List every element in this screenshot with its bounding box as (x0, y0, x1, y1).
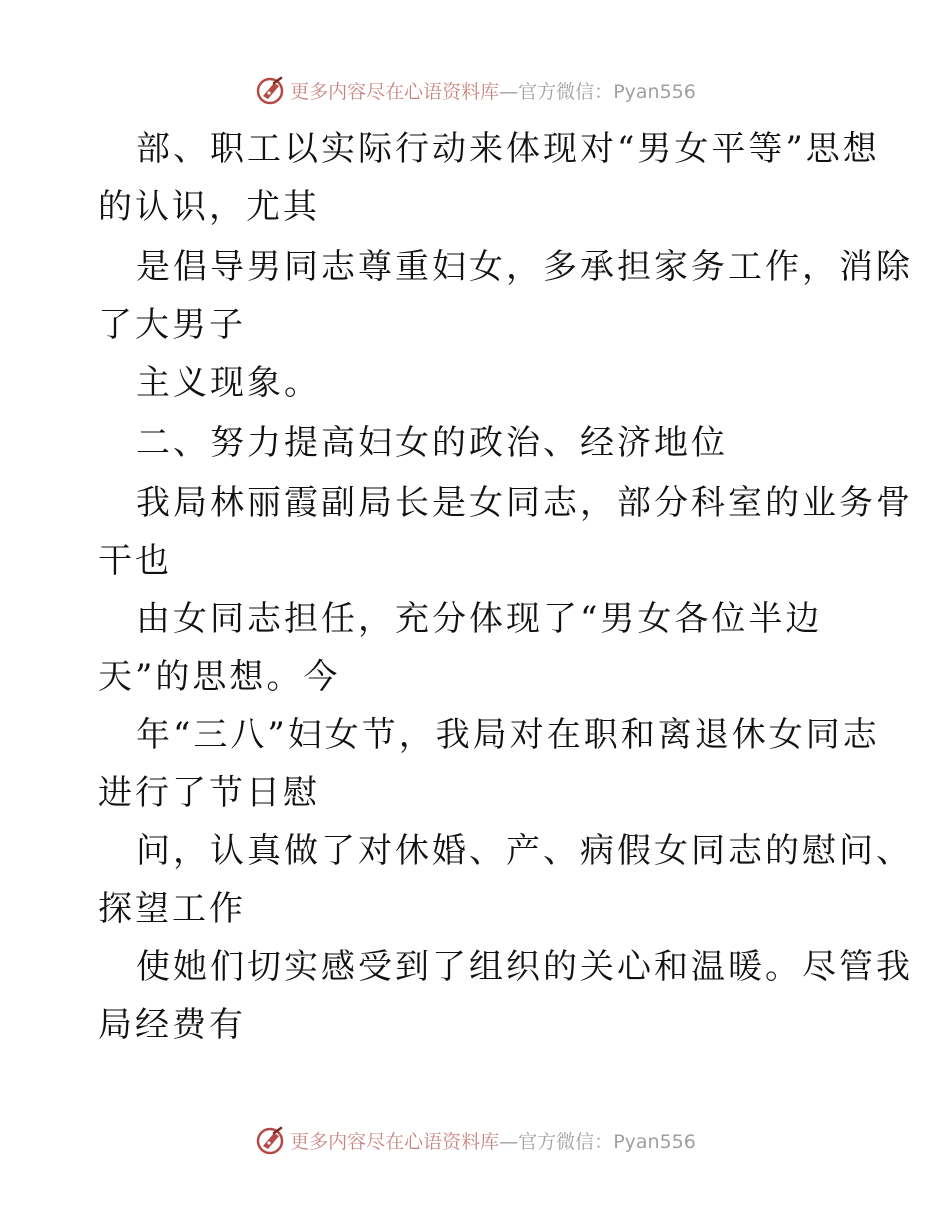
watermark-brand: 更多内容尽在心语资料库 (290, 1130, 500, 1153)
text-line: 主义现象。 (136, 363, 321, 403)
paragraph-2 (98, 238, 913, 354)
pen-nib-circle-icon (254, 74, 286, 106)
watermark-group (254, 74, 696, 106)
text-line: 部、职工以实际行动来体现对“男女平等”思想 (136, 129, 880, 169)
text-line: 我局林丽霞副局长是女同志，部分科室的业务骨 (136, 483, 913, 523)
paragraph-1 (98, 120, 880, 236)
watermark-separator: — (499, 1130, 519, 1153)
text-line: 问，认真做了对休婚、产、病假女同志的慰问、 (136, 831, 913, 871)
section-heading (98, 414, 868, 472)
watermark-text (290, 1127, 696, 1154)
paragraph-5 (98, 590, 868, 706)
paragraph-7 (98, 822, 913, 938)
watermark-wechat-handle: Pyan556 (613, 1130, 696, 1153)
text-line: 干也 (98, 541, 172, 581)
text-line: 天”的思想。今 (98, 657, 341, 697)
text-line: 是倡导男同志尊重妇女，多承担家务工作，消除 (136, 247, 913, 287)
header-watermark (0, 70, 950, 110)
heading-line: 二、努力提高妇女的政治、经济地位 (136, 423, 728, 463)
pen-nib-circle-icon (254, 1124, 286, 1156)
text-line: 的认识，尤其 (98, 187, 320, 227)
paragraph-8 (98, 938, 913, 1054)
watermark-separator: — (499, 80, 519, 103)
paragraph-3 (98, 354, 868, 412)
watermark-text (290, 77, 696, 104)
watermark-brand: 更多内容尽在心语资料库 (290, 80, 500, 103)
text-line: 由女同志担任，充分体现了“男女各位半边 (136, 599, 823, 639)
footer-watermark (0, 1120, 950, 1160)
text-line: 探望工作 (98, 889, 246, 929)
watermark-wechat-label: 官方微信： (518, 80, 614, 103)
paragraph-6 (98, 706, 880, 822)
watermark-group (254, 1124, 696, 1156)
paragraph-4 (98, 474, 913, 590)
text-line: 年“三八”妇女节，我局对在职和离退休女同志 (136, 715, 880, 755)
watermark-wechat-handle: Pyan556 (613, 80, 696, 103)
text-line: 进行了节日慰 (98, 773, 320, 813)
text-line: 局经费有 (98, 1005, 246, 1045)
text-line: 使她们切实感受到了组织的关心和温暖。尽管我 (136, 947, 913, 987)
watermark-wechat-label: 官方微信： (518, 1130, 614, 1153)
text-line: 了大男子 (98, 305, 246, 345)
